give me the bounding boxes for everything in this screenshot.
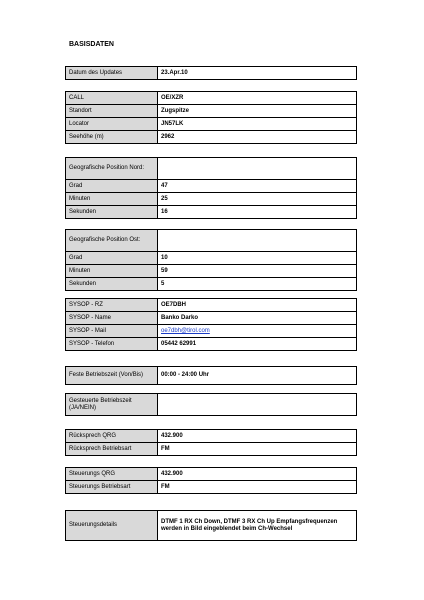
- seehoehe-value: 2962: [158, 131, 357, 144]
- table-row: [66, 367, 357, 385]
- steuer-qrg-value: 432.900: [158, 468, 357, 481]
- standort-label: Standort: [66, 105, 158, 118]
- ost-minuten-label: Minuten: [66, 265, 158, 278]
- ost-minuten-value: 59: [158, 265, 357, 278]
- table-row: [66, 193, 357, 206]
- table-row: [66, 131, 357, 144]
- sysop-table: [65, 298, 357, 351]
- station-table: [65, 91, 357, 144]
- ruecksprech-table: [65, 429, 357, 456]
- table-row: [66, 67, 357, 80]
- table-row: [66, 394, 357, 416]
- sysop-rz-label: SYSOP - RZ: [66, 299, 158, 312]
- table-row: [66, 338, 357, 351]
- call-label: CALL: [66, 92, 158, 105]
- rueck-qrg-value: 432.900: [158, 430, 357, 443]
- update-label: Datum des Updates: [66, 67, 158, 80]
- sysop-mail-link[interactable]: oe7dbh@tirol.com: [161, 327, 210, 334]
- ost-sekunden-label: Sekunden: [66, 278, 158, 291]
- nord-minuten-value: 25: [158, 193, 357, 206]
- steuerungsdetails-value: DTMF 1 RX Ch Down, DTMF 3 RX Ch Up Empfangsfrequenzen werden in Bild eingeblendet beim Ch-Wechsel: [158, 511, 357, 541]
- nord-grad-label: Grad: [66, 180, 158, 193]
- sysop-mail-label: SYSOP - Mail: [66, 325, 158, 338]
- ost-grad-label: Grad: [66, 252, 158, 265]
- sysop-name-value: Banko Darko: [158, 312, 357, 325]
- standort-value: Zugspitze: [158, 105, 357, 118]
- nord-sekunden-value: 16: [158, 206, 357, 219]
- table-row: [66, 180, 357, 193]
- nord-grad-value: 47: [158, 180, 357, 193]
- position-nord-table: [65, 157, 357, 219]
- rueck-qrg-label: Rücksprech QRG: [66, 430, 158, 443]
- position-ost-table: [65, 229, 357, 291]
- table-row: [66, 468, 357, 481]
- ost-sekunden-value: 5: [158, 278, 357, 291]
- nord-minuten-label: Minuten: [66, 193, 158, 206]
- sysop-rz-value: OE7DBH: [158, 299, 357, 312]
- call-value: OE/XZR: [158, 92, 357, 105]
- betrieb-fest-table: [65, 366, 357, 385]
- table-row: [66, 230, 357, 252]
- table-row: [66, 105, 357, 118]
- betrieb-gesteuert-label: Gesteuerte Betriebszeit (JA/NEIN): [66, 394, 158, 416]
- position-ost-header-value: [158, 230, 357, 252]
- locator-value: JN57LK: [158, 118, 357, 131]
- table-row: [66, 158, 357, 180]
- position-ost-header: Geografische Position Ost:: [66, 230, 158, 252]
- position-nord-header-value: [158, 158, 357, 180]
- position-nord-header: Geografische Position Nord:: [66, 158, 158, 180]
- table-row: [66, 443, 357, 456]
- betrieb-gesteuert-value: [158, 394, 357, 416]
- sysop-telefon-label: SYSOP - Telefon: [66, 338, 158, 351]
- table-row: [66, 430, 357, 443]
- sysop-mail-cell: [158, 325, 357, 338]
- steuerungsdetails-label: Steuerungsdetails: [66, 511, 158, 541]
- steuerung-table: [65, 467, 357, 494]
- table-row: [66, 511, 357, 541]
- betrieb-gesteuert-table: [65, 393, 357, 416]
- update-value: 23.Apr.10: [158, 67, 357, 80]
- rueck-betriebsart-label: Rücksprech Betriebsart: [66, 443, 158, 456]
- betrieb-fest-label: Feste Betriebszeit (Von/Bis): [66, 367, 158, 385]
- locator-label: Locator: [66, 118, 158, 131]
- sysop-telefon-value: 05442 62991: [158, 338, 357, 351]
- table-row: [66, 481, 357, 494]
- rueck-betriebsart-value: FM: [158, 443, 357, 456]
- table-row: [66, 325, 357, 338]
- table-row: [66, 252, 357, 265]
- betrieb-fest-value: 00:00 - 24:00 Uhr: [158, 367, 357, 385]
- seehoehe-label: Seehöhe (m): [66, 131, 158, 144]
- steuerungsdetails-table: [65, 510, 357, 541]
- table-row: [66, 299, 357, 312]
- table-row: [66, 265, 357, 278]
- update-table: [65, 66, 357, 80]
- steuer-qrg-label: Steuerungs QRG: [66, 468, 158, 481]
- table-row: [66, 206, 357, 219]
- steuer-betriebsart-value: FM: [158, 481, 357, 494]
- steuer-betriebsart-label: Steuerungs Betriebsart: [66, 481, 158, 494]
- sysop-name-label: SYSOP - Name: [66, 312, 158, 325]
- nord-sekunden-label: Sekunden: [66, 206, 158, 219]
- table-row: [66, 118, 357, 131]
- table-row: [66, 312, 357, 325]
- page-title: BASISDATEN: [69, 41, 114, 48]
- table-row: [66, 278, 357, 291]
- table-row: [66, 92, 357, 105]
- ost-grad-value: 10: [158, 252, 357, 265]
